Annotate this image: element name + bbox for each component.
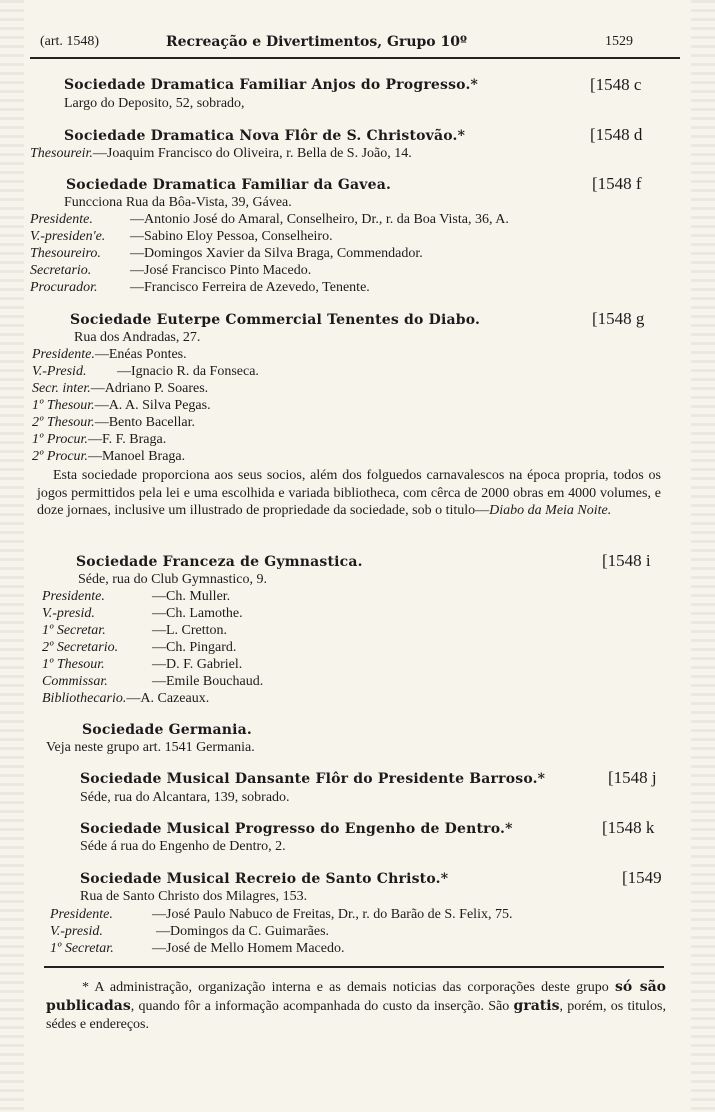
officer-value: —A. Cazeaux.	[126, 691, 210, 706]
officer-line	[50, 924, 329, 940]
entry-address: Funcciona Rua da Bôa-Vista, 39, Gávea.	[64, 195, 292, 210]
officer-line	[42, 606, 243, 622]
entry-title: Sociedade Germania.	[82, 722, 252, 738]
officer-line	[42, 623, 227, 639]
officer-role: 2º Secretario.	[42, 640, 119, 655]
officer-value: —Domingos Xavier da Silva Braga, Commendador.	[130, 246, 423, 261]
paragraph-text: Esta sociedade proporciona aos seus socios, além dos folguedos carnavalescos na época propria, todos os jogos permittidos pela lei e uma escolhida e variada bibliotheca, com cêrca de 2000 obras em 4000 volumes, e doze jornaes, inclusive um illustrado de propriedade da sociedade, sob o titulo—	[37, 468, 661, 518]
officer-line	[32, 398, 211, 414]
officer-value: —Antonio José do Amaral, Conselheiro, Dr., r. da Boa Vista, 36, A.	[130, 212, 509, 227]
entry-title: Sociedade Dramatica Familiar Anjos do Progresso.*	[64, 77, 479, 93]
left-page-edge	[0, 0, 24, 1112]
officer-value: —Joaquim Francisco do Oliveira, r. Bella de S. João, 14.	[92, 146, 412, 161]
officer-line	[50, 941, 344, 957]
officer-role: Bibliothecario.	[42, 691, 127, 706]
entry-address: Rua de Santo Christo dos Milagres, 153.	[80, 889, 308, 904]
officer-line	[32, 449, 185, 465]
officer-value: —D. F. Gabriel.	[152, 657, 243, 672]
officer-line	[50, 907, 512, 923]
officer-value: —Emile Bouchaud.	[152, 674, 264, 689]
officer-value: —Enéas Pontes.	[94, 347, 187, 362]
header-rule	[30, 57, 680, 59]
footnote-emphasis: gratis	[513, 998, 560, 1014]
officer-line	[32, 415, 195, 431]
officer-value: —José Francisco Pinto Macedo.	[130, 263, 312, 278]
entry-ref: [1548 k	[602, 818, 655, 837]
entry-address: Séde, rua do Club Gymnastico, 9.	[78, 572, 267, 587]
officer-line	[42, 589, 230, 605]
entry-title: Sociedade Dramatica Familiar da Gavea.	[66, 177, 392, 193]
officer-role: Procurador.	[30, 280, 98, 295]
entry-paragraph	[37, 467, 661, 520]
entry-address: Séde á rua do Engenho de Dentro, 2.	[80, 839, 286, 854]
officer-value: —José Paulo Nabuco de Freitas, Dr., r. do Barão de S. Felix, 75.	[152, 907, 513, 922]
entry-address: Largo do Deposito, 52, sobrado,	[64, 96, 245, 111]
officer-role: Presidente.	[30, 212, 93, 227]
officer-role: Presidente.	[42, 589, 105, 604]
officer-line	[42, 640, 236, 656]
header-title: Recreação e Divertimentos, Grupo 10º	[166, 34, 467, 50]
entry-title: Sociedade Franceza de Gymnastica.	[76, 554, 363, 570]
officer-role: 1º Procur.	[32, 432, 88, 447]
officer-line	[30, 280, 370, 296]
officer-value: —Ch. Muller.	[152, 589, 231, 604]
entry-address: Séde, rua do Alcantara, 139, sobrado.	[80, 790, 290, 805]
entry-title: Sociedade Musical Dansante Flôr do Presidente Barroso.*	[80, 771, 546, 787]
officer-value: —F. F. Braga.	[87, 432, 167, 447]
officer-role: V.-presid.	[42, 606, 95, 621]
officer-line	[32, 432, 166, 448]
officer-value: —Domingos da C. Guimarães.	[156, 924, 330, 939]
officer-line	[32, 347, 187, 363]
officer-line	[30, 246, 423, 262]
officer-role: Commissar.	[42, 674, 108, 689]
officer-line	[42, 691, 209, 707]
entry-ref: [1548 d	[590, 125, 643, 144]
entry-ref: [1548 g	[592, 309, 645, 328]
officer-role: 2º Thesour.	[32, 415, 95, 430]
officer-value: —Ch. Lamothe.	[152, 606, 243, 621]
officer-value: —Ch. Pingard.	[152, 640, 237, 655]
officer-role: V.-presid.	[50, 924, 103, 939]
officer-role: Presidente.	[32, 347, 95, 362]
officer-line	[30, 229, 333, 245]
entry-ref: [1548 f	[592, 174, 642, 193]
footnote-text: , quando fôr a informação acompanhada do custo da inserção. São	[130, 999, 514, 1014]
officer-value: —L. Cretton.	[152, 623, 228, 638]
officer-role: 1º Secretar.	[42, 623, 106, 638]
entry-title: Sociedade Musical Recreio de Santo Christo.*	[80, 871, 449, 887]
footnote-emphasis: só são publicadas	[46, 979, 666, 1014]
officer-line	[32, 381, 208, 397]
footnote-text: , porém, os titulos, sédes e endereços.	[46, 999, 666, 1032]
officer-value: —José de Mello Homem Macedo.	[152, 941, 345, 956]
officer-role: 1º Thesour.	[42, 657, 105, 672]
header-page-number: 1529	[605, 34, 633, 49]
officer-role: 1º Thesour.	[32, 398, 95, 413]
footnote-rule	[44, 966, 664, 968]
entry-ref: [1548 i	[602, 551, 651, 570]
officer-value: —Sabino Eloy Pessoa, Conselheiro.	[130, 229, 333, 244]
right-page-edge	[691, 0, 715, 1112]
officer-role: Thesoureir.	[30, 146, 93, 161]
officer-value: —Francisco Ferreira de Azevedo, Tenente.	[130, 280, 370, 295]
officer-role: 1º Secretar.	[50, 941, 114, 956]
footnote	[46, 978, 666, 1034]
officer-value: —Ignacio R. da Fonseca.	[117, 364, 259, 379]
entry-title: Sociedade Euterpe Commercial Tenentes do Diabo.	[70, 312, 481, 328]
officer-value: —Bento Bacellar.	[94, 415, 195, 430]
officer-line	[30, 212, 509, 228]
officer-value: —Adriano P. Soares.	[90, 381, 209, 396]
officer-role: 2º Procur.	[32, 449, 88, 464]
officer-role: V.-presiden'e.	[30, 229, 106, 244]
paragraph-title: Diabo da Meia Noite.	[489, 503, 612, 518]
entry-title: Sociedade Dramatica Nova Flôr de S. Christovão.*	[64, 128, 466, 144]
entry-ref: [1548 c	[590, 75, 642, 94]
officer-role: Secr. inter.	[32, 381, 91, 396]
officer-role: Thesoureiro.	[30, 246, 101, 261]
officer-value: —A. A. Silva Pegas.	[94, 398, 211, 413]
entry-ref: [1548 j	[608, 768, 657, 787]
officer-line	[30, 146, 412, 162]
officer-role: Secretario.	[30, 263, 92, 278]
officer-line	[32, 364, 259, 380]
entry-address: Rua dos Andradas, 27.	[74, 330, 201, 345]
officer-value: —Manoel Braga.	[87, 449, 186, 464]
officer-line	[42, 657, 242, 673]
header-article: (art. 1548)	[40, 34, 100, 49]
officer-role: Presidente.	[50, 907, 113, 922]
entry-title: Sociedade Musical Progresso do Engenho de Dentro.*	[80, 821, 513, 837]
officer-role: V.-Presid.	[32, 364, 87, 379]
entry-ref: [1549	[622, 868, 662, 887]
officer-line	[30, 263, 311, 279]
officer-line	[42, 674, 263, 690]
entry-address: Veja neste grupo art. 1541 Germania.	[46, 740, 255, 755]
footnote-text: * A administração, organização interna e as demais noticias das corporações deste grupo	[82, 980, 615, 995]
